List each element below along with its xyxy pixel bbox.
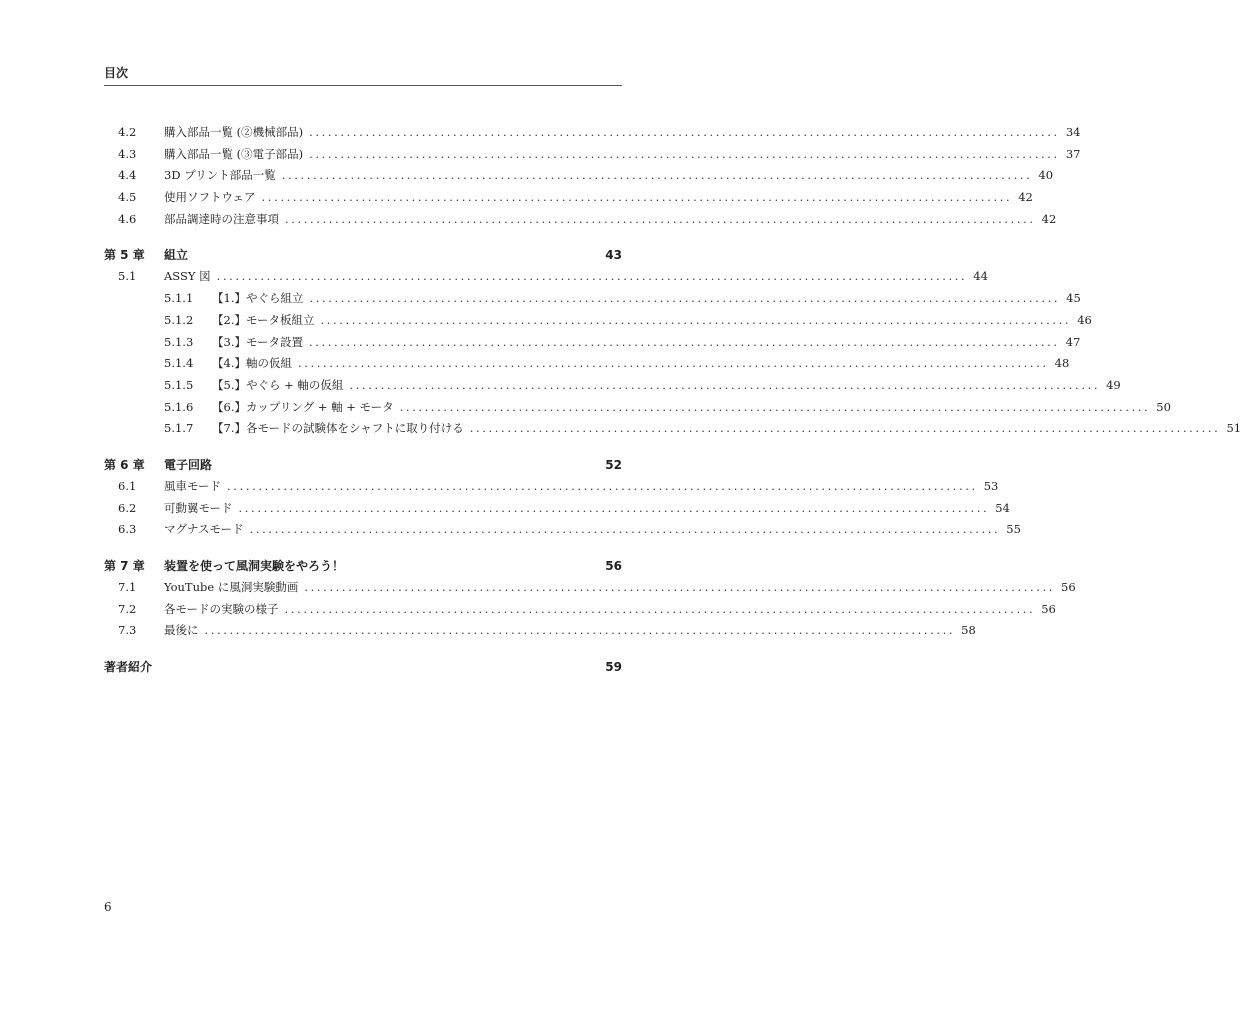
dot-leader: ........................................................................................................................ (227, 478, 978, 493)
toc-section-row[interactable] (104, 124, 1081, 146)
dot-leader: ........................................................................................................................ (309, 125, 1060, 139)
entry-page: 37 (1065, 146, 1081, 161)
entry-page: 44 (973, 269, 988, 284)
entry-page: 56 (1061, 580, 1076, 594)
entry-number: 5.1.6 (164, 399, 194, 414)
entry-title: ASSY 図 (164, 269, 211, 284)
entry-page: 58 (961, 623, 976, 638)
dot-leader: ........................................................................................................................ (238, 500, 990, 515)
toc-subsection-row[interactable] (104, 290, 1081, 312)
entry-title: 【4.】軸の仮組 (212, 356, 292, 371)
chapter-number: 第 5 章 (104, 248, 145, 263)
entry-page: 40 (1038, 168, 1054, 183)
entry-page: 47 (1065, 334, 1081, 349)
dot-leader: ........................................................................................................................ (261, 190, 1013, 205)
chapter-number: 第 6 章 (104, 457, 145, 472)
toc-section-row[interactable] (104, 579, 1076, 601)
entry-title: 各モードの実験の様子 (164, 601, 279, 616)
entry-title: 【6.】カップリング + 軸 + モータ (212, 399, 394, 414)
toc-subsection-row[interactable] (104, 312, 1092, 334)
table-of-contents (104, 124, 1241, 680)
entry-title: 【5.】やぐら + 軸の仮組 (212, 377, 344, 392)
toc-subsection-row[interactable] (104, 355, 1070, 377)
chapter-page: 43 (605, 248, 622, 263)
dot-leader: ........................................................................................................................ (281, 168, 1033, 183)
entry-page: 34 (1065, 125, 1081, 139)
entry-number: 5.1.2 (164, 312, 194, 327)
entry-title: 可動翼モード (164, 500, 233, 515)
entry-number: 7.1 (118, 580, 137, 594)
entry-title: 最後に (164, 623, 199, 638)
entry-number: 5.1.7 (164, 421, 194, 436)
entry-title: 購入部品一覧 (②機械部品) (164, 125, 304, 139)
toc-section-row[interactable] (104, 167, 1054, 189)
entry-number: 5.1.4 (164, 356, 194, 371)
page-number: 6 (104, 900, 112, 914)
dot-leader: ........................................................................................................................ (309, 334, 1060, 349)
entry-page: 42 (1018, 190, 1033, 205)
toc-section-row[interactable] (104, 268, 988, 290)
toc-subsection-row[interactable] (104, 399, 1171, 421)
dot-leader: ........................................................................................................................ (204, 623, 956, 638)
entry-title: 【3.】モータ設置 (212, 334, 304, 349)
toc-section-row[interactable] (104, 478, 999, 500)
toc-subsection-row[interactable] (104, 420, 1241, 442)
dot-leader: ........................................................................................................................ (309, 291, 1061, 306)
dot-leader: ........................................................................................................................ (249, 522, 1001, 537)
toc-section-row[interactable] (104, 601, 1056, 623)
entry-title: YouTube に風洞実験動画 (164, 580, 299, 594)
entry-title: 風車モード (164, 478, 222, 493)
dot-leader: ........................................................................................................................ (216, 269, 968, 284)
dot-leader: ........................................................................................................................ (284, 601, 1036, 616)
running-header: 目次 (104, 64, 622, 86)
toc-section-row[interactable] (104, 146, 1081, 168)
entry-title: 使用ソフトウェア (164, 190, 256, 205)
entry-page: 55 (1006, 522, 1021, 537)
entry-number: 5.1 (118, 269, 137, 284)
toc-author-profile[interactable] (104, 658, 622, 680)
entry-title: 【2.】モータ板組立 (212, 312, 315, 327)
chapter-title: 電子回路 (164, 457, 213, 472)
dot-leader: ........................................................................................................................ (320, 312, 1072, 327)
entry-page: 42 (1041, 211, 1057, 226)
entry-title: マグナスモード (164, 522, 244, 537)
entry-page: 48 (1054, 356, 1070, 371)
toc-chapter-5[interactable] (104, 246, 622, 268)
entry-title: 部品調達時の注意事項 (164, 211, 279, 226)
dot-leader: ........................................................................................................................ (399, 399, 1151, 414)
chapter-title: 組立 (164, 248, 189, 263)
dot-leader: ........................................................................................................................ (304, 580, 1055, 594)
entry-page: 54 (995, 500, 1010, 515)
author-title: 著者紹介 (104, 660, 153, 675)
entry-number: 6.1 (118, 478, 137, 493)
entry-page: 51 (1226, 421, 1241, 436)
dot-leader: ........................................................................................................................ (285, 211, 1036, 226)
toc-section-row[interactable] (104, 500, 1010, 522)
chapter-page: 52 (605, 457, 622, 472)
toc-section-row[interactable] (104, 521, 1021, 543)
dot-leader: ........................................................................................................................ (297, 356, 1049, 371)
entry-page: 49 (1106, 377, 1121, 392)
entry-number: 6.3 (118, 522, 137, 537)
entry-title: 3D プリント部品一覧 (164, 168, 276, 183)
entry-title: 購入部品一覧 (③電子部品) (164, 146, 304, 161)
entry-page: 46 (1077, 312, 1092, 327)
toc-section-row[interactable] (104, 189, 1033, 211)
author-page: 59 (605, 660, 622, 675)
toc-subsection-row[interactable] (104, 334, 1081, 356)
toc-section-row[interactable] (104, 622, 976, 644)
toc-chapter-7[interactable] (104, 557, 622, 579)
chapter-page: 56 (605, 559, 622, 573)
entry-number: 4.3 (118, 146, 137, 161)
dot-leader: ........................................................................................................................ (469, 421, 1221, 436)
entry-number: 4.6 (118, 211, 137, 226)
dot-leader: ........................................................................................................................ (309, 146, 1060, 161)
entry-title: 【7.】各モードの試験体をシャフトに取り付ける (212, 421, 464, 436)
dot-leader: ........................................................................................................................ (349, 377, 1101, 392)
entry-number: 6.2 (118, 500, 137, 515)
entry-number: 5.1.3 (164, 334, 194, 349)
entry-page: 45 (1066, 291, 1081, 306)
entry-number: 5.1.5 (164, 377, 194, 392)
entry-number: 4.5 (118, 190, 137, 205)
entry-number: 5.1.1 (164, 291, 194, 306)
entry-number: 4.4 (118, 168, 137, 183)
entry-title: 【1.】やぐら組立 (212, 291, 304, 306)
toc-section-row[interactable] (104, 211, 1057, 233)
entry-page: 50 (1156, 399, 1171, 414)
toc-chapter-6[interactable] (104, 456, 622, 478)
entry-page: 53 (983, 478, 999, 493)
entry-page: 56 (1041, 601, 1056, 616)
toc-subsection-row[interactable] (104, 377, 1121, 399)
entry-number: 7.3 (118, 623, 137, 638)
chapter-number: 第 7 章 (104, 559, 145, 573)
chapter-title: 装置を使って風洞実験をやろう！ (164, 559, 345, 573)
entry-number: 4.2 (118, 125, 137, 139)
entry-number: 7.2 (118, 601, 137, 616)
